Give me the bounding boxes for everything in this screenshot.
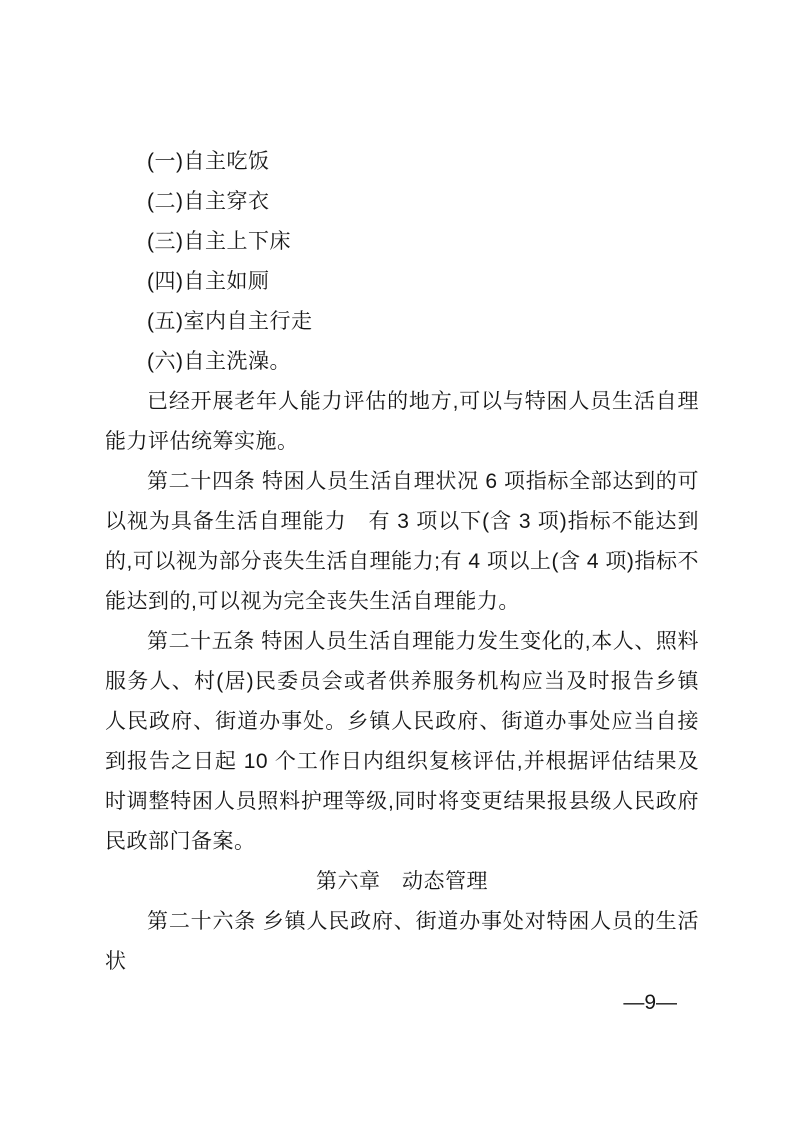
list-item-5: (五)室内自主行走 <box>147 310 313 333</box>
list-item-1: (一)自主吃饭 <box>147 150 270 173</box>
list-item-6: (六)自主洗澡。 <box>147 350 291 373</box>
chapter-heading: 第六章 动态管理 <box>316 870 488 893</box>
list-item-2: (二)自主穿衣 <box>147 190 270 213</box>
paragraph-article-25: 第二十五条 特困人员生活自理能力发生变化的,本人、照料服务人、村(居)民委员会或者供养服务机构应当及时报告乡镇人民政府、街道办事处。乡镇人民政府、街道办事处应当自接到报告之日起 10 个工作日内组织复核评估,并根据评估结果及时调整特困人员照料护理等级,同时将变更结果报县级人民政府民政部门备案。 <box>105 630 699 853</box>
list-item-4: (四)自主如厕 <box>147 270 270 293</box>
paragraph-implementation-note: 已经开展老年人能力评估的地方,可以与特困人员生活自理能力评估统筹实施。 <box>105 390 699 453</box>
page-number: —9— <box>623 991 677 1014</box>
paragraph-article-24: 第二十四条 特困人员生活自理状况 6 项指标全部达到的可以视为具备生活自理能力 有 3 项以下(含 3 项)指标不能达到的,可以视为部分丧失生活自理能力;有 4 项以上(含 4 项)指标不能达到的,可以视为完全丧失生活自理能力。 <box>105 470 699 613</box>
list-item-3: (三)自主上下床 <box>147 230 291 253</box>
paragraph-article-26: 第二十六条 乡镇人民政府、街道办事处对特困人员的生活状 <box>105 910 699 973</box>
